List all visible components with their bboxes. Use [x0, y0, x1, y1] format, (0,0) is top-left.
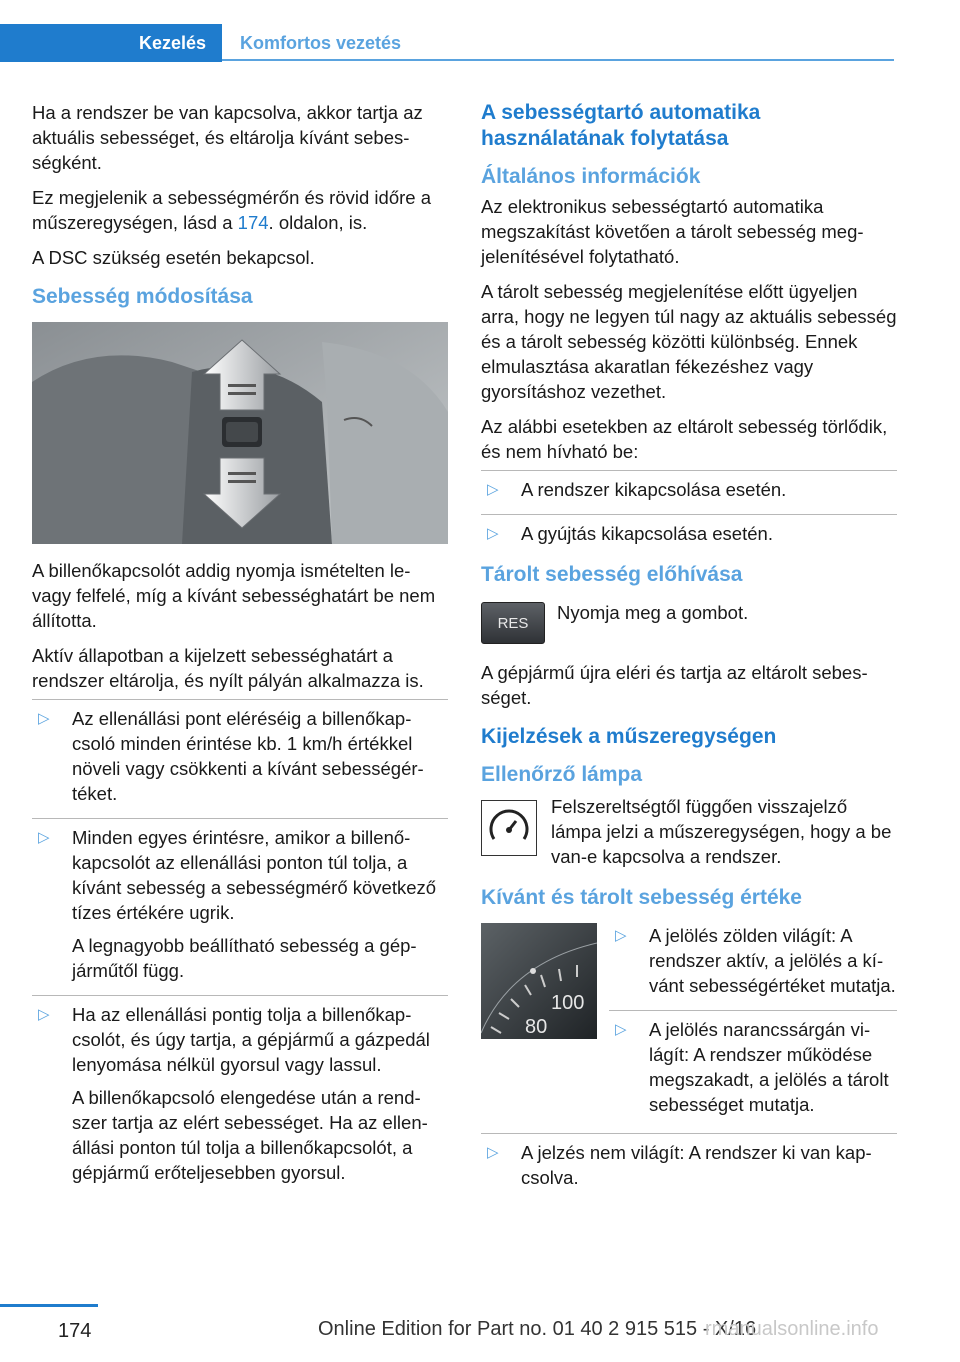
speedo-label-80: 80	[525, 1016, 548, 1038]
section-heading: Sebesség módosítása	[32, 285, 253, 308]
paragraph: Ha a rendszer be van kapcsolva, akkor tartja az aktuális sebességet, és eltárolja kívánt sebességként.	[32, 102, 423, 173]
footer-divider	[0, 1304, 98, 1307]
paragraph: Az elektronikus sebességtartó automatika megszakítást követően a tárolt sebesség megjelenítésével folytatható.	[481, 196, 864, 267]
list-item: ▷ A rendszer kikapcsolása esetén.	[481, 470, 897, 514]
subsection-heading: Általános információk	[481, 165, 701, 188]
triangle-bullet-icon: ▷	[38, 1006, 50, 1023]
page-link[interactable]: 174	[237, 212, 269, 233]
list-item: ▷ Ha az ellenállási pontig tolja a billenőkapcsolót, és úgy tartja, a gépjármű a gázpedál lenyomása nélkül gyorsul vagy lassul. A billenőkapcsoló elengedése után a rendszer tartja az elért sebességet. Ha az ellenállási ponton túl tolja a billenőkapcsolót, a gépjármű erőteljesebben gyorsul.	[32, 995, 448, 1197]
list-item: ▷ A gyújtás kikapcsolása esetén.	[481, 514, 897, 558]
left-column	[32, 100, 448, 1197]
triangle-bullet-icon: ▷	[615, 927, 627, 944]
right-column	[481, 100, 897, 1202]
res-button-row: RES Nyomja meg a gombot.	[481, 600, 897, 644]
triangle-bullet-icon: ▷	[38, 829, 50, 846]
list-item: ▷ A jelölés narancssárgán világít: A rendszer működése megszakadt, a jelölés a tárolt sebességet mutatja.	[609, 1010, 897, 1129]
paragraph: Aktív állapotban a kijelzett sebességhatárt a rendszer eltárolja, és nyílt pályán alkalmazza is.	[32, 645, 424, 691]
triangle-bullet-icon: ▷	[487, 1144, 499, 1161]
indicator-lamp-row: Felszereltségtől függően visszajelző lámpa jelzi a műszeregységen, hogy a be van-e kapcsolva a rendszer.	[481, 794, 897, 869]
page-header	[0, 0, 960, 64]
tab-komfortos-vezetes[interactable]: Komfortos vezetés	[240, 32, 402, 53]
watermark: rmanualsonline.info	[705, 1318, 879, 1340]
header-divider	[222, 59, 894, 61]
triangle-bullet-icon: ▷	[487, 525, 499, 542]
speedo-label-100: 100	[551, 992, 585, 1014]
paragraph: A DSC szükség esetén bekapcsol.	[32, 247, 315, 268]
section-heading: A sebességtartó automatika használatának folytatása	[481, 101, 761, 150]
list-item: ▷ Minden egyes érintésre, amikor a billenőkapcsolót az ellenállási ponton túl tolja, a kívánt sebesség a sebességmérő következő tízes értékére ugrik. A legnagyobb beállítható sebesség a gépjárműtől függ.	[32, 818, 448, 995]
speedo-row	[481, 923, 897, 1129]
paragraph: Ez megjelenik a sebességmérőn és rövid időre a műszeregységen, lásd a 174. oldalon, is.	[32, 187, 431, 233]
paragraph: A tárolt sebesség megjelenítése előtt ügyeljen arra, hogy ne legyen túl nagy az aktuális sebesség és a tárolt sebesség közötti különbség. Ennek elmulasztása akaratlan fékezéshez vagy gyorsításhoz vezethet.	[481, 281, 897, 402]
paragraph: Az alábbi esetekben az eltárolt sebesség törlődik, és nem hívható be:	[481, 416, 888, 462]
page-number: 174	[58, 1320, 92, 1342]
paragraph: A billenőkapcsolót addig nyomja ismételten le- vagy felfelé, míg a kívánt sebességhatárt be nem állította.	[32, 560, 436, 631]
subsection-heading: Ellenőrző lámpa	[481, 763, 643, 786]
subsection-heading: Kívánt és tárolt sebesség értéke	[481, 886, 802, 909]
triangle-bullet-icon: ▷	[615, 1021, 627, 1038]
tab-kezeles[interactable]: Kezelés	[0, 24, 222, 62]
triangle-bullet-icon: ▷	[487, 481, 499, 498]
section-heading: Kijelzések a műszeregységen	[481, 725, 777, 748]
cruise-control-lamp-icon	[481, 800, 537, 856]
triangle-bullet-icon: ▷	[38, 710, 50, 727]
paragraph: A gépjármű újra eléri és tartja az eltárolt sebességet.	[481, 662, 868, 708]
list-item: ▷ A jelzés nem világít: A rendszer ki van kapcsolva.	[481, 1133, 897, 1202]
steering-wheel-switch-image	[32, 322, 448, 544]
res-button[interactable]: RES	[481, 602, 545, 644]
speedometer-image	[481, 923, 597, 1039]
list-item: ▷ Az ellenállási pont eléréséig a billenőkapcsoló minden érintése kb. 1 km/h értékkel növeli vagy csökkenti a kívánt sebességértéket.	[32, 699, 448, 818]
subsection-heading: Tárolt sebesség előhívása	[481, 563, 743, 586]
list-item: ▷ A jelölés zölden világít: A rendszer aktív, a jelölés a kívánt sebességértéket mutatja.	[609, 923, 897, 1010]
edition-text: Online Edition for Part no. 01 40 2 915 515 - X/16	[318, 1318, 757, 1340]
